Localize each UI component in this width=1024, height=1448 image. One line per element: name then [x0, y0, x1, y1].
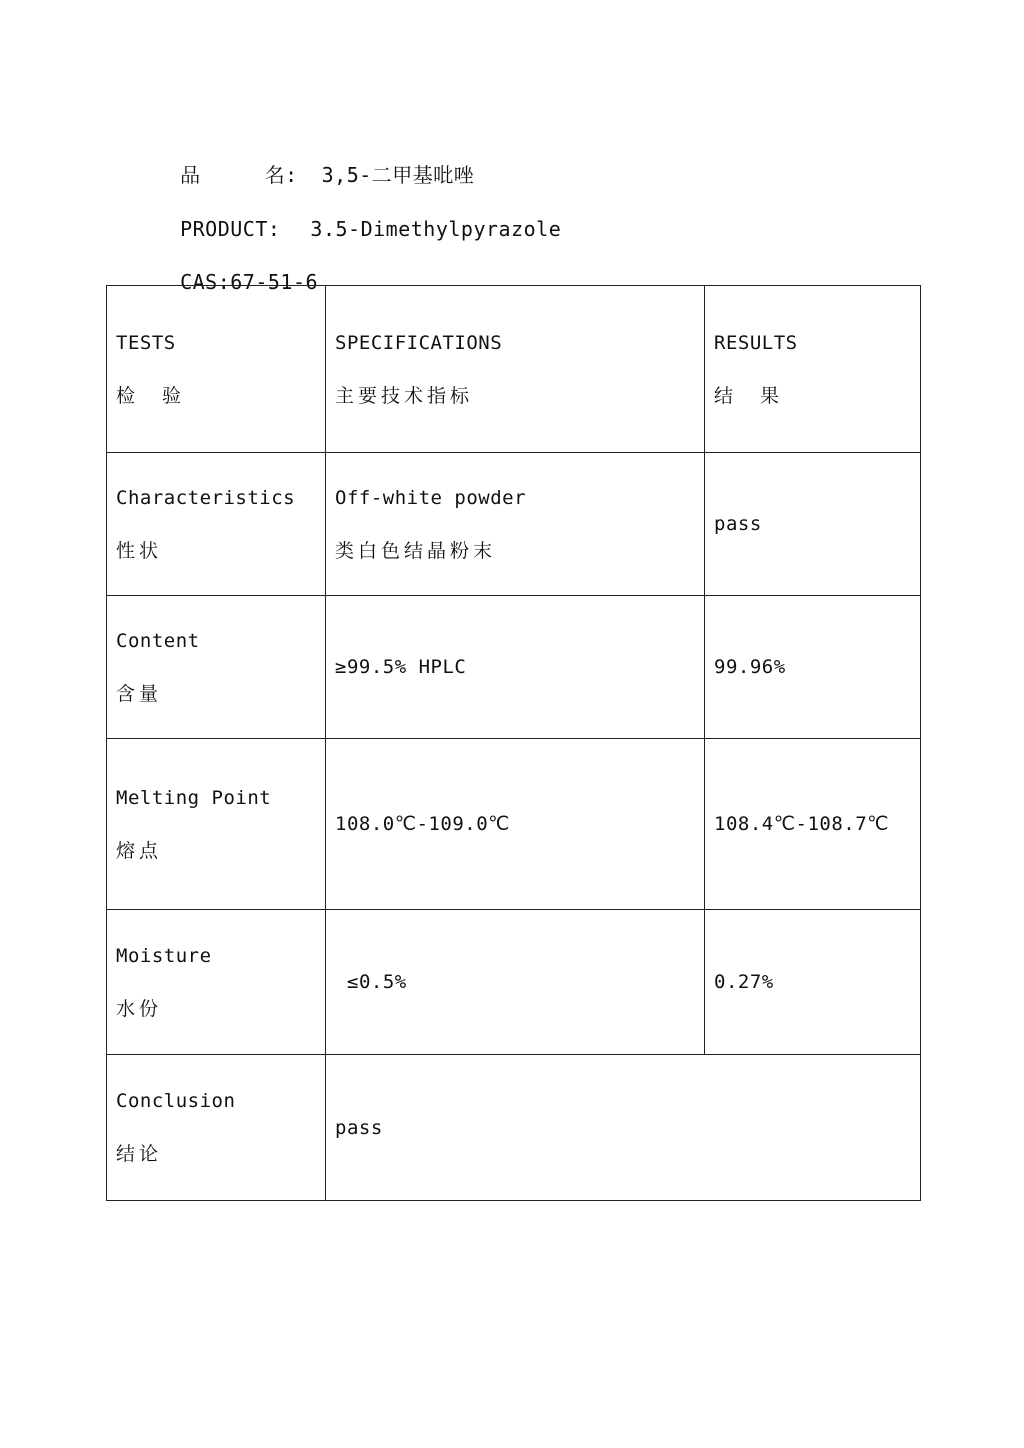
result-cell	[705, 739, 921, 910]
table-header-row	[107, 286, 921, 453]
test-en: Moisture	[116, 944, 212, 967]
conclusion-value: pass	[335, 1116, 383, 1139]
header-tests-cell	[107, 286, 326, 453]
header-tests-cn: 检 验	[116, 384, 186, 407]
cas-label: CAS:	[180, 270, 231, 294]
spec-cell	[326, 596, 705, 739]
cas-value: 67-51-6	[230, 270, 319, 294]
conclusion-row	[107, 1055, 921, 1201]
conclusion-label-cell	[107, 1055, 326, 1201]
test-cn: 性状	[116, 539, 163, 562]
header-spec-cn: 主要技术指标	[335, 384, 474, 407]
test-en: Characteristics	[116, 486, 296, 509]
spec-cn: 类白色结晶粉末	[335, 539, 497, 562]
test-cn: 熔点	[116, 839, 163, 862]
table-row	[107, 596, 921, 739]
spec-cell	[326, 910, 705, 1055]
name-value: 3,5-二甲基吡唑	[321, 163, 475, 187]
result-cell	[705, 910, 921, 1055]
test-en: Content	[116, 629, 200, 652]
test-cell	[107, 910, 326, 1055]
test-cn: 水份	[116, 997, 163, 1020]
name-label-char-1: 品	[180, 163, 201, 187]
result-value: 0.27%	[714, 971, 774, 993]
table-row	[107, 453, 921, 596]
test-cell	[107, 596, 326, 739]
spec-value: ≥99.5% HPLC	[335, 656, 467, 678]
header-results-cell	[705, 286, 921, 453]
table-row	[107, 910, 921, 1055]
result-cell	[705, 596, 921, 739]
spec-value: ≤0.5%	[347, 971, 407, 993]
header-spec-cell	[326, 286, 705, 453]
test-cn: 含量	[116, 682, 163, 705]
product-label: PRODUCT:	[180, 217, 281, 241]
header-spec-en: SPECIFICATIONS	[335, 331, 503, 354]
name-label-char-2: 名:	[264, 163, 298, 187]
spec-en: Off-white powder	[335, 486, 527, 509]
conclusion-value-cell	[326, 1055, 921, 1201]
result-value: 108.4℃-108.7℃	[714, 813, 890, 835]
spec-cell	[326, 739, 705, 910]
table-row	[107, 739, 921, 910]
test-cell	[107, 739, 326, 910]
test-cell	[107, 453, 326, 596]
conclusion-en: Conclusion	[116, 1090, 236, 1112]
product-value: 3.5-Dimethylpyrazole	[310, 217, 562, 241]
header-results-en: RESULTS	[714, 331, 798, 354]
spec-value: 108.0℃-109.0℃	[335, 813, 511, 835]
result-value: pass	[714, 513, 762, 535]
product-name-line	[155, 139, 474, 187]
result-cell	[705, 453, 921, 596]
test-en: Melting Point	[116, 786, 272, 809]
coa-table	[106, 285, 921, 1201]
conclusion-cn: 结论	[116, 1143, 163, 1165]
result-value: 99.96%	[714, 656, 786, 678]
product-line	[155, 193, 561, 241]
spec-cell	[326, 453, 705, 596]
header-tests-en: TESTS	[116, 331, 176, 354]
header-results-cn: 结 果	[714, 384, 784, 407]
